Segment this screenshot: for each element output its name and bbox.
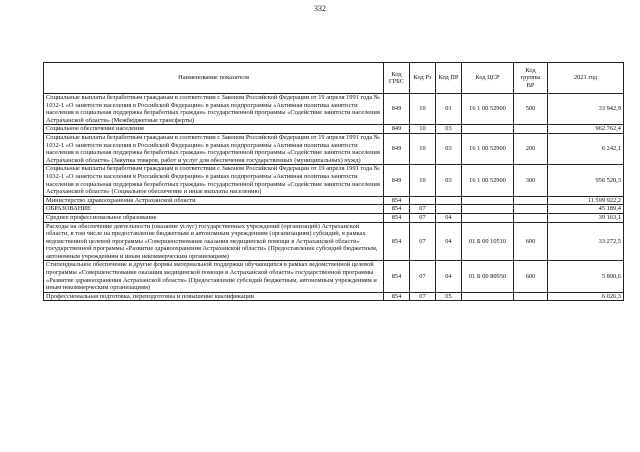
cell-rz: 10 xyxy=(410,125,436,134)
table-row xyxy=(44,213,624,222)
cell-name: Министерство здравоохранения Астраханской области xyxy=(44,196,384,205)
cell-rz: 07 xyxy=(410,213,436,222)
cell-csr: 01 Б 00 10510 xyxy=(462,222,514,261)
cell-value: 39 163,1 xyxy=(548,213,624,222)
cell-value: 6 026,3 xyxy=(548,292,624,301)
cell-value: 45 189,4 xyxy=(548,205,624,214)
cell-rz: 07 xyxy=(410,261,436,292)
cell-name: Расходы на обеспечение деятельности (оказание услуг) государственных учреждений (организаций) Астраханской области, в том числе на предоставление бюджетным и автономным учреждениям (организациям) субсидий, в рамках ведомственной целевой программы «Совершенствование оказания медицинской помощи в Астраханской области» государственной программы «Развитие здравоохранения Астраханской области» (Предоставление субсидий бюджетным, автономным учреждениям и иным некоммерческим организациям) xyxy=(44,222,384,261)
table-row xyxy=(44,133,624,164)
cell-rz: 10 xyxy=(410,94,436,125)
cell-value: 11 599 922,2 xyxy=(548,196,624,205)
cell-rz xyxy=(410,196,436,205)
cell-pr: 03 xyxy=(436,165,462,196)
table-row xyxy=(44,165,624,196)
header-grbs: Код ГРБС xyxy=(384,63,410,94)
cell-name: Социальные выплаты безработным гражданам в соответствии с Законом Российской Федерации от 19 апреля 1991 года № 1032-1 «О занятости населения в Российской Федерации» в рамках подпрограммы «Активная политика занятости населения и социальная поддержка безработных граждан» государственной программы «Содействие занятости населения Астраханской области» (Социальное обеспечение и иные выплаты населению) xyxy=(44,165,384,196)
cell-name: Социальные выплаты безработным гражданам в соответствии с Законом Российской Федерации от 19 апреля 1991 года № 1032-1 «О занятости населения в Российской Федерации» в рамках подпрограммы «Активная политика занятости населения и социальная поддержка безработных граждан» государственной программы «Содействие занятости населения Астраханской области» (Межбюджетные трансферты) xyxy=(44,94,384,125)
cell-csr xyxy=(462,213,514,222)
cell-name: Социальные выплаты безработным гражданам в соответствии с Законом Российской Федерации от 19 апреля 1991 года № 1032-1 «О занятости населения в Российской Федерации» в рамках подпрограммы «Активная политика занятости населения и социальная поддержка безработных граждан» государственной программы «Содействие занятости населения Астраханской области» (Закупка товаров, работ и услуг для обеспечения государственных (муниципальных) нужд) xyxy=(44,133,384,164)
cell-grbs: 854 xyxy=(384,196,410,205)
cell-vr xyxy=(514,125,548,134)
cell-grbs: 849 xyxy=(384,125,410,134)
cell-vr: 300 xyxy=(514,165,548,196)
budget-table xyxy=(43,62,624,301)
header-pr: Код ПР xyxy=(436,63,462,94)
cell-name: ОБРАЗОВАНИЕ xyxy=(44,205,384,214)
cell-pr xyxy=(436,205,462,214)
cell-pr: 04 xyxy=(436,261,462,292)
cell-vr xyxy=(514,213,548,222)
cell-value: 956 520,3 xyxy=(548,165,624,196)
cell-csr xyxy=(462,292,514,301)
cell-pr: 01 xyxy=(436,94,462,125)
header-vr: Код группы ВР xyxy=(514,63,548,94)
cell-vr: 500 xyxy=(514,94,548,125)
table-row xyxy=(44,292,624,301)
cell-pr: 04 xyxy=(436,222,462,261)
table-row xyxy=(44,94,624,125)
cell-csr: 16 1 00 52900 xyxy=(462,94,514,125)
table-row xyxy=(44,205,624,214)
cell-csr xyxy=(462,125,514,134)
cell-grbs: 849 xyxy=(384,94,410,125)
cell-vr xyxy=(514,196,548,205)
cell-pr: 04 xyxy=(436,213,462,222)
cell-vr xyxy=(514,292,548,301)
cell-pr: 03 xyxy=(436,125,462,134)
cell-value: 33 942,9 xyxy=(548,94,624,125)
header-csr: Код ЦСР xyxy=(462,63,514,94)
cell-grbs: 854 xyxy=(384,205,410,214)
cell-rz: 10 xyxy=(410,133,436,164)
page-number: 332 xyxy=(314,4,326,13)
header-rz: Код Рз xyxy=(410,63,436,94)
cell-grbs: 849 xyxy=(384,133,410,164)
cell-csr xyxy=(462,205,514,214)
cell-value: 962 762,4 xyxy=(548,125,624,134)
cell-vr: 600 xyxy=(514,261,548,292)
cell-vr: 600 xyxy=(514,222,548,261)
cell-vr: 200 xyxy=(514,133,548,164)
cell-name: Профессиональная подготовка, переподготовка и повышение квалификации xyxy=(44,292,384,301)
table-row xyxy=(44,125,624,134)
cell-grbs: 854 xyxy=(384,292,410,301)
cell-csr: 16 1 00 52900 xyxy=(462,165,514,196)
cell-pr: 05 xyxy=(436,292,462,301)
cell-csr: 01 Б 00 80950 xyxy=(462,261,514,292)
cell-name: Стипендиальное обеспечение и другие формы материальной поддержки обучающихся в рамках ведомственной целевой программы «Совершенствование оказания медицинской помощи в Астраханской области» государственной программы «Развитие здравоохранения Астраханской области» (Предоставление субсидий бюджетным, автономным учреждениям и иным некоммерческим организациям) xyxy=(44,261,384,292)
cell-rz: 07 xyxy=(410,222,436,261)
cell-rz: 10 xyxy=(410,165,436,196)
cell-vr xyxy=(514,205,548,214)
cell-value: 5 890,6 xyxy=(548,261,624,292)
cell-csr: 16 1 00 52900 xyxy=(462,133,514,164)
header-name: Наименование показателя xyxy=(44,63,384,94)
cell-grbs: 849 xyxy=(384,165,410,196)
table-row xyxy=(44,196,624,205)
cell-value: 33 272,5 xyxy=(548,222,624,261)
table-row xyxy=(44,222,624,261)
cell-name: Среднее профессиональное образование xyxy=(44,213,384,222)
cell-name: Социальное обеспечение населения xyxy=(44,125,384,134)
table-header-row xyxy=(44,63,624,94)
cell-value: 6 242,1 xyxy=(548,133,624,164)
cell-grbs: 854 xyxy=(384,222,410,261)
table-row xyxy=(44,261,624,292)
cell-grbs: 854 xyxy=(384,261,410,292)
cell-csr xyxy=(462,196,514,205)
header-year: 2021 год xyxy=(548,63,624,94)
cell-pr: 03 xyxy=(436,133,462,164)
cell-grbs: 854 xyxy=(384,213,410,222)
cell-rz: 07 xyxy=(410,292,436,301)
cell-pr xyxy=(436,196,462,205)
cell-rz: 07 xyxy=(410,205,436,214)
